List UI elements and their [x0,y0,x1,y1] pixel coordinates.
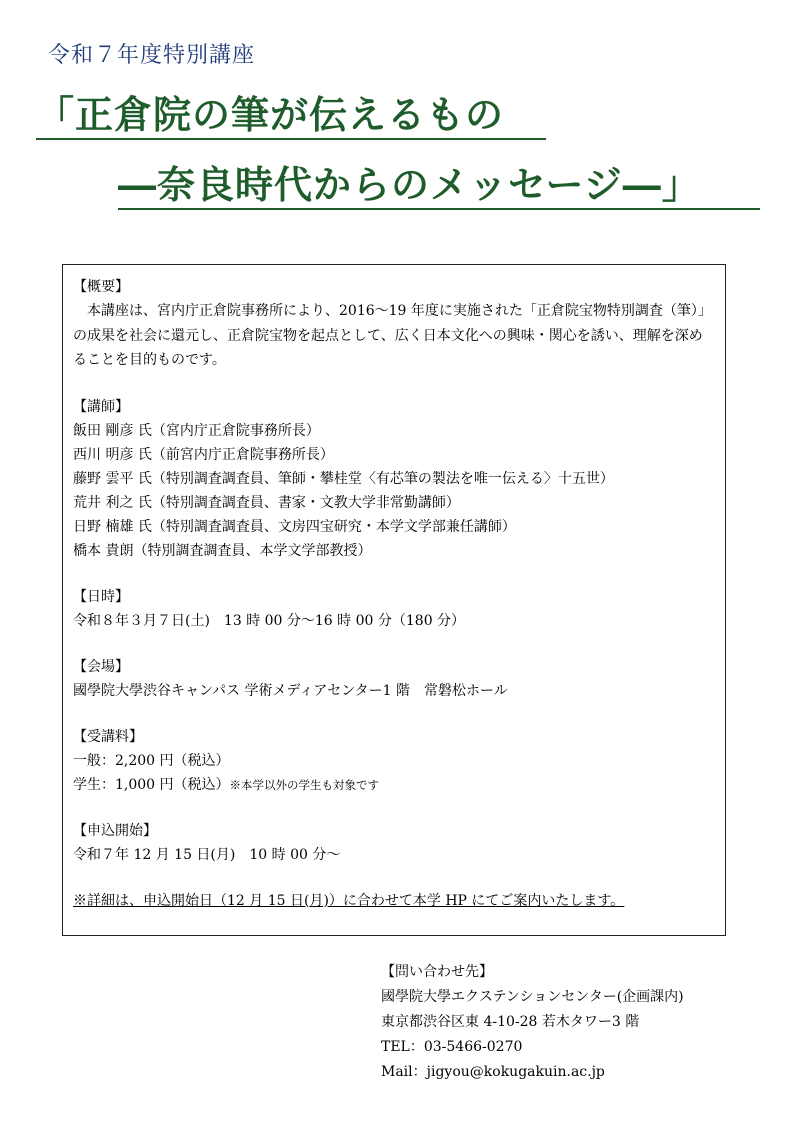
contact-tel: TEL：03-5466-0270 [381,1039,523,1055]
fee-heading: 【受講料】 [73,728,143,745]
lecturer-item: 西川 明彦 氏（前宮内庁正倉院事務所長） [73,446,334,463]
lecturer-item: 橋本 貴朗（特別調査調査員、本学文学部教授） [73,542,372,559]
datetime-heading: 【日時】 [73,588,129,605]
contact-block [381,960,684,1085]
venue-heading: 【会場】 [73,658,129,675]
details-note: ※詳細は、申込開始日（12 月 15 日(月)）に合わせて本学 HP にてご案内いたします。 [73,892,625,909]
contact-address: 東京都渋谷区東 4-10-28 若木タワー3 階 [381,1014,640,1030]
overview-heading: 【概要】 [73,279,129,295]
fee-student-row [73,773,715,797]
contact-mail-row [381,1060,684,1085]
details-box [62,264,726,936]
lecturer-item: 荒井 利之 氏（特別調査調査員、書家・文教大学非常勤講師） [73,494,460,511]
application-text: 令和７年 12 月 15 日(月) 10 時 00 分～ [73,846,341,863]
lecturer-item: 日野 楠雄 氏（特別調査調査員、文房四宝研究・本学文学部兼任講師） [73,518,516,535]
lecturer-item: 藤野 雲平 氏（特別調査調査員、筆師・攀桂堂〈有芯筆の製法を唯一伝える〉十五世） [73,470,614,487]
application-heading: 【申込開始】 [73,822,157,839]
fee-student: 学生：1,000 円（税込） [73,776,230,793]
contact-mail-label: Mail： [381,1064,427,1080]
contact-org: 國學院大學エクステンションセンター(企画課内) [381,989,684,1005]
contact-heading: 【問い合わせ先】 [381,964,493,980]
lecturers-heading: 【講師】 [73,398,129,415]
title-line-2: ―奈良時代からのメッセージ―」 [118,162,760,210]
fee-general: 一般：2,200 円（税込） [73,752,230,769]
title-line-1: 「正倉院の筆が伝えるもの [36,92,546,140]
overview-text: 本講座は、宮内庁正倉院事務所により、2016～19 年度に実施された「正倉院宝物特別調査（筆）」の成果を社会に還元し、正倉院宝物を起点として、広く日本文化への興味・関心を誘い、理解を深めることを目的ものです。 [73,303,712,368]
contact-mail-link[interactable]: jigyou@kokugakuin.ac.jp [426,1064,605,1080]
venue-text: 國學院大學渋谷キャンパス 学術メディアセンター1 階 常磐松ホール [73,682,508,699]
datetime-text: 令和８年３月７日(土) 13 時 00 分～16 時 00 分（180 分） [73,612,466,629]
lecturer-item: 飯田 剛彦 氏（宮内庁正倉院事務所長） [73,422,320,439]
fee-student-note: ※本学以外の学生も対象です [229,777,380,792]
course-year-label: 令和７年度特別講座 [48,43,256,68]
